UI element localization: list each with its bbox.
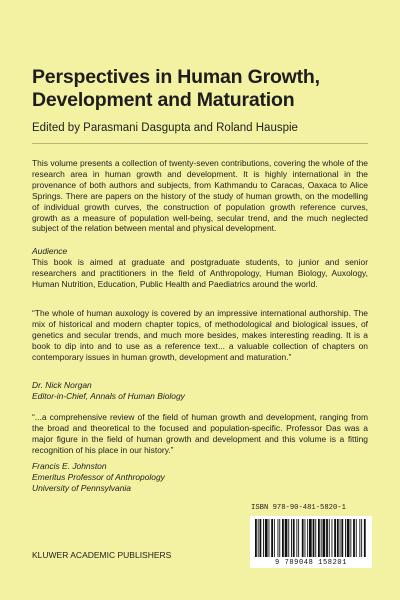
barcode-bar <box>258 519 259 557</box>
barcode-bar <box>361 519 362 557</box>
barcode-bar <box>269 519 270 557</box>
book-description: This volume presents a collection of twenty-seven contributions, covering the whole of the research area in human growth and development. It is highly international in the provenance of both authors and subjects, from Kathmandu to Caracas, Oaxaca to Alice Springs. There are papers on the history of the study of human growth, on the modelling of individual growth curves, the construction of population growth reference curves, growth as a measure of population well-being, secular trend, and the much neglected subject of the relation between mental and physical development. <box>32 158 368 234</box>
review-author-1: Dr. Nick Norgan <box>32 380 92 390</box>
barcode-digits: 9 789048 158201 <box>274 559 347 567</box>
barcode-bar <box>353 519 355 557</box>
barcode-bar <box>329 519 330 557</box>
barcode-bar <box>260 519 262 557</box>
barcode-bar <box>288 519 289 557</box>
barcode-bar <box>298 519 299 557</box>
barcode-bar <box>337 519 339 557</box>
review-attribution-1 <box>32 380 368 402</box>
barcode-bar <box>279 519 280 557</box>
barcode <box>250 516 372 568</box>
review-quote-1: “The whole of human auxology is covered by an impressive international authorship. The mix of historical and modern chapter topics, of methodological and biological issues, of genetics and secular trends, and much more besides, makes interesting reading. It is a book to dip into and to use as a reference text... a valuable collection of chapters on contemporary issues in human growth, development and maturation.” <box>32 308 368 362</box>
barcode-bar <box>313 519 315 557</box>
barcode-bar <box>271 519 273 557</box>
review-affiliation-2-line-2: University of Pennsylvania <box>32 482 131 493</box>
barcode-bar <box>315 519 316 557</box>
review-affiliation-1-line-1: Editor-in-Chief, Annals of Human Biology <box>32 390 185 401</box>
barcode-bar <box>278 519 279 557</box>
barcode-bar <box>285 519 288 557</box>
book-title: Perspectives in Human Growth, Development and Maturation <box>32 66 320 111</box>
barcode-bar <box>326 519 328 557</box>
barcode-bar <box>291 519 292 557</box>
barcode-bar <box>332 519 333 557</box>
barcode-bar <box>345 519 346 557</box>
barcode-bars <box>254 519 368 559</box>
barcode-bar <box>296 519 297 557</box>
review-quote-2: “...a comprehensive review of the field of human growth and development, ranging from the broad and theoretical to the focused and population-specific. Professor Das was a major figure in the field of human growth and development and this volume is a fitting recognition of his place in our history.” <box>32 412 368 455</box>
barcode-bar <box>334 519 336 557</box>
barcode-bar <box>265 519 268 557</box>
barcode-bar <box>321 519 322 557</box>
barcode-bar <box>302 519 304 557</box>
title-divider <box>32 143 368 144</box>
barcode-bar <box>318 519 320 557</box>
barcode-bar <box>364 519 366 557</box>
audience-text: This book is aimed at graduate and postgraduate students, to junior and senior researchers and practitioners in the field of Anthropology, Human Biology, Auxology, Human Nutrition, Education, Public Health and Paediatrics around the world. <box>32 257 368 289</box>
audience-heading: Audience <box>32 246 68 256</box>
barcode-bar <box>341 519 343 557</box>
barcode-bar <box>347 519 350 557</box>
barcode-bar <box>274 519 275 557</box>
barcode-bar <box>309 519 312 557</box>
barcode-bar <box>255 519 257 557</box>
barcode-bar <box>356 519 357 557</box>
barcode-bar <box>359 519 360 557</box>
barcode-bar <box>293 519 295 557</box>
barcode-bar <box>263 519 264 557</box>
book-editors: Edited by Parasmani Dasgupta and Roland Hauspie <box>32 122 298 134</box>
publisher-name: KLUWER ACADEMIC PUBLISHERS <box>32 550 172 560</box>
barcode-bar <box>340 519 341 557</box>
review-attribution-2 <box>32 461 368 494</box>
review-affiliation-2-line-1: Emeritus Professor of Anthropology <box>32 471 165 482</box>
isbn-label: ISBN 978-90-481-5820-1 <box>251 504 346 512</box>
barcode-bar <box>305 519 306 557</box>
review-author-2: Francis E. Johnston <box>32 461 107 471</box>
barcode-bar <box>350 519 351 557</box>
barcode-bar <box>323 519 326 557</box>
barcode-bar <box>282 519 284 557</box>
barcode-bar <box>307 519 308 557</box>
